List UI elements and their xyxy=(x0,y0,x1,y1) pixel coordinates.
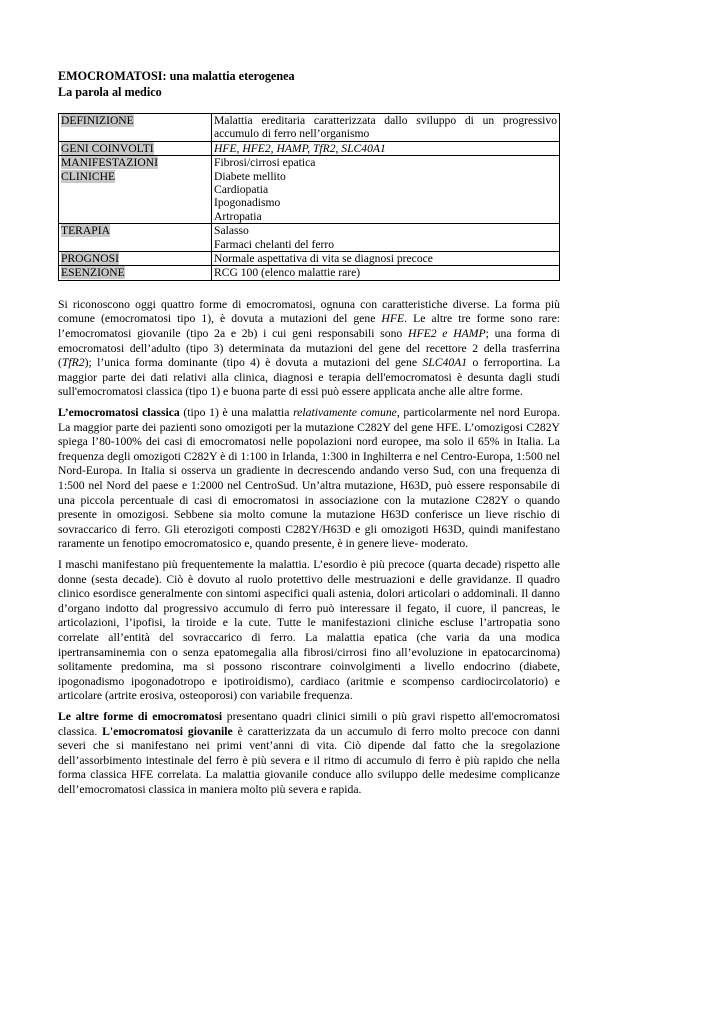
text-run: , particolarmente nel nord Europa. La maggior parte dei pazienti sono omozigoti per la mutazione C282Y del gene HFE. L’omozigosi C282Y spiega l’80-100% dei casi di emocromatosi nelle popolazioni nord europee, ma solo il 65% in Italia. La frequenza degli omozigoti C282Y è di 1:100 in Irlanda, 1:300 in Inghilterra e nel Centro-Europa, 1:500 nel Nord-Europa. In Italia si osserva un gradiente in decrescendo andando verso Sud, con una frequenza di 1:500 nel Nord del paese e 1:2000 nel CentroSud. Un’altra mutazione, H63D, può essere responsabile di una piccola percentuale di casi di emocromatosi in associazione con la mutazione C282Y o quando presente in omozigosi. Sebbene sia molto comune la mutazione H63D conferisce un lieve rischio di sovraccarico di ferro. Gli eterozigoti composti C282Y/H63D e gli omozigoti H63D, quindi manifestano raramente un fenotipo emocromatosico e, quando presente, è in genere lieve- moderato. xyxy=(58,406,561,551)
manifestazioni-values xyxy=(212,156,560,224)
label-cell xyxy=(59,266,212,280)
text-run: è caratterizzata da un accumulo di ferro molto precoce con danni severi che si manifestano nei primi vent’anni di vita. Ciò dipende dal fatto che la sregolazione dell’assorbimento intestinale del ferro è più severa e il ritmo di accumulo di ferro è più rapido che nella forma classica HFE correlata. La malattia giovanile conduce allo sviluppo delle medesime complicanze dell’emocromatosi classica in maniera molto più severa e rapida. xyxy=(58,724,560,796)
definizione-value: Malattia ereditaria caratterizzata dallo sviluppo di un progressivo accumulo di ferro nell’organismo xyxy=(212,114,560,142)
text-run: (tipo 1) è una malattia xyxy=(179,406,294,420)
text-run: . Le altre tre forme sono rare: l’emocromatosi giovanile (tipo 2a e 2b) i cui geni responsabili sono xyxy=(58,312,560,341)
list-item: Diabete mellito xyxy=(214,169,286,183)
list-item: Artropatia xyxy=(214,209,262,223)
geni-label: GENI COINVOLTI xyxy=(61,141,154,155)
bold-heading: L’emocromatosi classica xyxy=(58,406,180,420)
text-run: presentano quadri clinici simili o più gravi rispetto all'emocromatosi classica. xyxy=(58,709,560,738)
prognosi-label: PROGNOSI xyxy=(61,252,119,266)
table-row-geni xyxy=(59,141,560,155)
definizione-label: DEFINIZIONE xyxy=(61,114,134,127)
gene-name: HFE2 e HAMP xyxy=(408,327,486,341)
table-row-terapia xyxy=(59,224,560,252)
manifestazioni-label-2: CLINICHE xyxy=(61,169,116,183)
text-run: ); l’unica forma dominante (tipo 4) è dovuta a mutazioni del gene xyxy=(84,356,423,370)
list-item: Fibrosi/cirrosi epatica xyxy=(214,156,316,170)
gene-name: SLC40A1 xyxy=(422,356,468,370)
bold-heading: Le altre forme di emocromatosi xyxy=(58,709,223,723)
info-table xyxy=(58,113,560,281)
gene-name: HFE xyxy=(381,312,405,326)
manifestazioni-label-1: MANIFESTAZIONI xyxy=(61,156,158,170)
terapia-values xyxy=(212,224,560,252)
geni-value: HFE, HFE2, HAMP, TfR2, SLC40A1 xyxy=(212,141,560,155)
table-row-definizione xyxy=(59,114,560,142)
table-row-esenzione xyxy=(59,266,560,280)
gene-name: TfR2 xyxy=(61,356,85,370)
esenzione-label: ESENZIONE xyxy=(61,266,125,280)
bold-heading: L'emocromatosi giovanile xyxy=(102,724,233,738)
document-title xyxy=(58,68,560,100)
text-run: ; una forma di emocromatosi dell’adulto (tipo 3) determinata da mutazioni del gene del recettore 2 della trasferrina ( xyxy=(58,327,560,370)
terapia-label: TERAPIA xyxy=(61,224,110,238)
label-cell xyxy=(59,224,212,252)
prognosi-value: Normale aspettativa di vita se diagnosi precoce xyxy=(212,252,560,266)
title-line-1: EMOCROMATOSI: una malattia eterogenea xyxy=(58,69,295,83)
paragraph-classica xyxy=(58,406,560,552)
esenzione-value: RCG 100 (elenco malattie rare) xyxy=(212,266,560,280)
document-page xyxy=(58,68,560,803)
paragraph-altre-forme xyxy=(58,710,560,798)
list-item: Salasso xyxy=(214,224,249,238)
italic-text: relativamente comune xyxy=(293,406,397,420)
list-item: Ipogonadismo xyxy=(214,196,281,210)
list-item: Farmaci chelanti del ferro xyxy=(214,237,335,251)
title-line-2: La parola al medico xyxy=(58,85,162,99)
label-cell xyxy=(59,252,212,266)
paragraph-forme xyxy=(58,298,560,400)
paragraph-maschi: I maschi manifestano più frequentemente la malattia. L’esordio è più precoce (quarta decade) rispetto alle donne (sesta decade). Ciò è dovuto al ruolo protettivo delle mestruazioni e delle gravidanze. Il quadro clinico esordisce generalmente con sintomi aspecifici quali astenia, dolori articolari o addominali. Il danno d’organo indotto dal progressivo accumulo di ferro può interessare il fegato, il cuore, il pancreas, le articolazioni, l’ipofisi, la tiroide e la cute. Tutte le manifestazioni cliniche escluse l’artropatia sono correlate all’entità del sovraccarico di ferro. La malattia epatica (che varia da una modica ipertransaminemia con o senza epatomegalia alla fibrosi/cirrosi fino all’evoluzione in epatocarcinoma) solitamente predomina, ma si possono riscontrare coinvolgimenti a livello endocrino (diabete, ipogonadismo ipogonadotropo e ipotiroidismo), cardiaco (aritmie e scompenso cardiocircolatorio) e articolare (artrite erosiva, osteoporosi) con variabile frequenza. xyxy=(58,557,560,703)
table-row-manifestazioni xyxy=(59,156,560,224)
text-run: o ferroportina. La maggior parte dei dati relativi alla clinica, diagnosi e terapia dell'emocromatosi è desunta dagli studi sull'emocromatosi classica (tipo 1) e buona parte di essi può essere applicata anche alle altre forme. xyxy=(58,356,561,399)
text-run: Si riconoscono oggi quattro forme di emocromatosi, ognuna con caratteristiche diverse. La forma più comune (emocromatosi tipo 1), è dovuta a mutazioni del gene xyxy=(58,297,560,326)
list-item: Cardiopatia xyxy=(214,183,269,197)
label-cell xyxy=(59,156,212,224)
table-row-prognosi xyxy=(59,252,560,266)
label-cell xyxy=(59,141,212,155)
label-cell xyxy=(59,114,212,142)
